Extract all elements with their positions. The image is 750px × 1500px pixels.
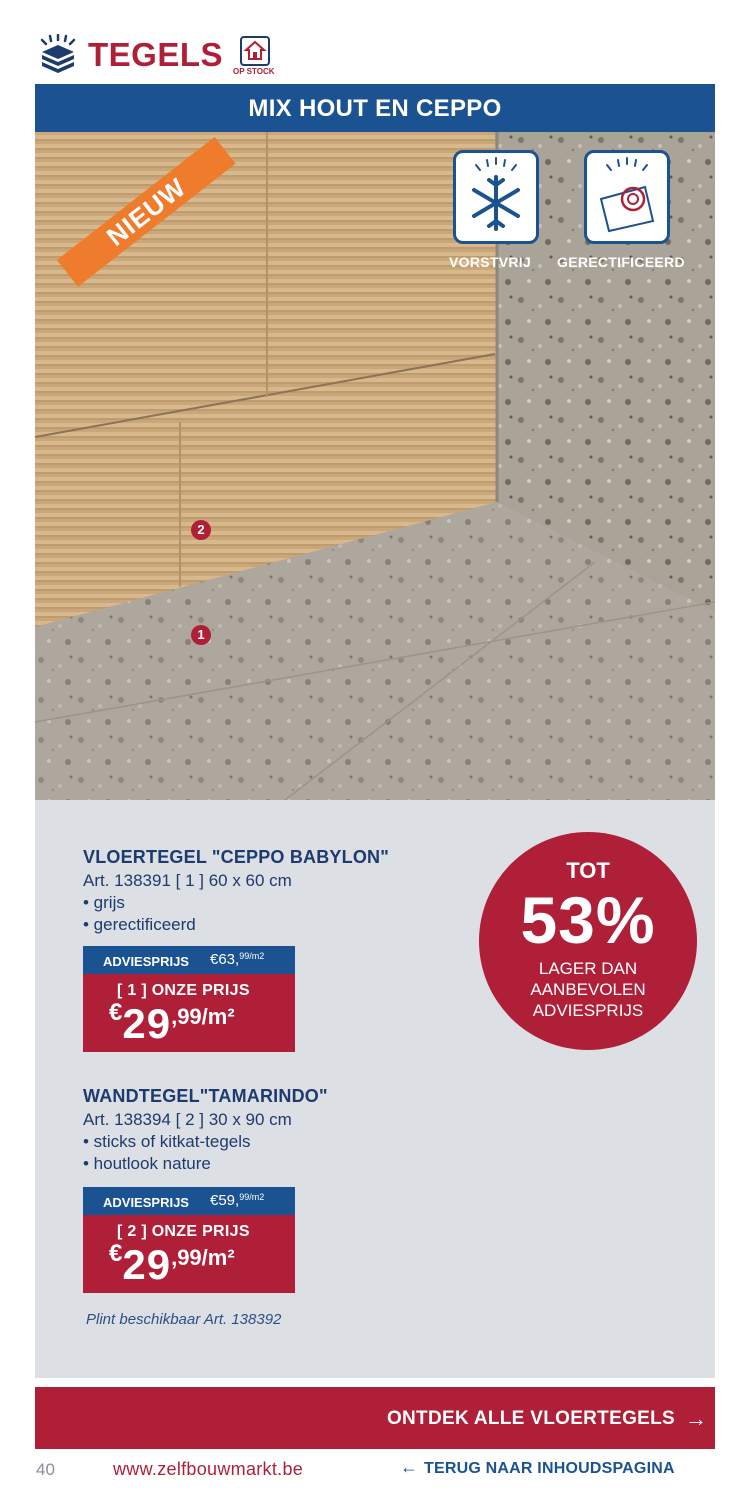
discover-floor-tiles-button[interactable] [35,1387,715,1449]
product-1-bullet: • grijs [83,893,125,912]
page-number: 40 [36,1460,55,1479]
our-price-bar [83,1215,295,1293]
our-price-label: [ 2 ] ONZE PRIJS [117,1223,250,1240]
recommended-price-label: ADVIESPRIJS [103,954,189,969]
rectified-badge [584,150,670,244]
website-link[interactable]: www.zelfbouwmarkt.be [113,1459,304,1479]
snowflake-icon [456,153,536,241]
rectified-edge-icon [587,153,667,241]
discover-floor-tiles-label: ONTDEK ALLE VLOERTEGELS [386,1408,675,1429]
our-price-value: €29,99/m² [109,999,235,1047]
product-1-title: VLOERTEGEL "CEPPO BABYLON" [83,847,389,867]
section-banner [35,84,715,132]
new-ribbon-label: NIEUW [57,137,236,287]
our-price-label: [ 1 ] ONZE PRIJS [117,982,250,999]
recommended-price-value: €59,$^{99/m2}$ [210,1192,265,1209]
stock-label: OP STOCK [233,67,275,76]
frost-resistant-label: VORSTVRIJ [449,254,532,270]
section-title: MIX HOUT EN CEPPO [248,95,502,122]
new-ribbon [35,132,255,352]
rectified-label: GERECTIFICEERD [557,254,685,270]
page-category-title: TEGELS [88,36,224,73]
recommended-price-bar [83,946,295,974]
arrow-right-icon: → [685,1406,707,1431]
discount-badge [479,832,697,1050]
our-price-bar [83,974,295,1052]
discount-badge-line: LAGER DAN [538,959,638,978]
house-stock-icon [240,36,270,66]
product-2-article: Art. 138394 [ 2 ] 30 x 90 cm [83,1110,292,1129]
recommended-price-bar [83,1187,295,1215]
frost-resistant-badge [453,150,539,244]
discount-badge-line: AANBEVOLEN [530,980,646,999]
discount-badge-line: ADVIESPRIJS [532,1001,644,1020]
tiles-stack-icon [38,34,78,74]
product-marker-2: 2 [191,520,211,540]
discount-badge-prefix: TOT [566,858,610,883]
arrow-left-icon[interactable]: ← [400,1457,418,1477]
back-to-contents-link[interactable]: TERUG NAAR INHOUDSPAGINA [424,1460,675,1477]
product-2-title: WANDTEGEL"TAMARINDO" [83,1086,328,1106]
product-1-bullet: • gerectificeerd [83,915,196,934]
product-2-bullet: • sticks of kitkat-tegels [83,1132,251,1151]
recommended-price-label: ADVIESPRIJS [103,1195,189,1210]
product-marker-1: 1 [191,625,211,645]
our-price-value: €29,99/m² [109,1240,235,1288]
skirting-note: Plint beschikbaar Art. 138392 [86,1311,282,1328]
product-2-bullet: • houtlook nature [83,1154,211,1173]
product-1-article: Art. 138391 [ 1 ] 60 x 60 cm [83,871,292,890]
discount-badge-percent: 53% [520,883,656,957]
recommended-price-value: €63,$^{99/m2}$ [210,951,265,968]
